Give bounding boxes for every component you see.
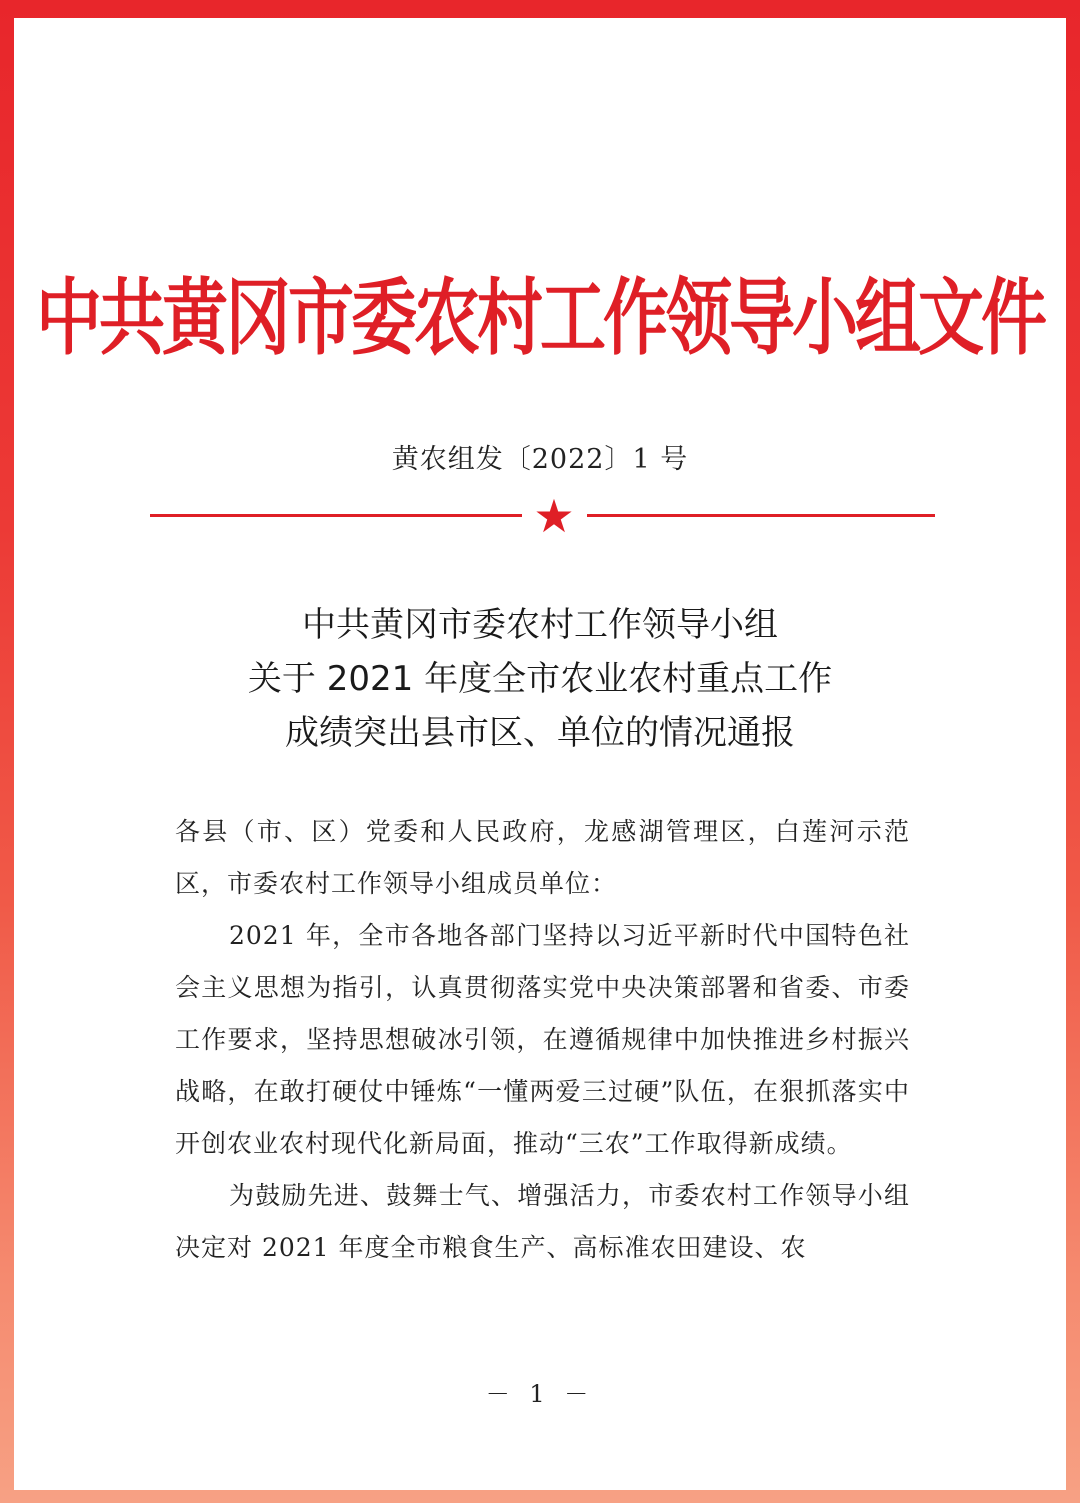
notice-title-line-1: 中共黄冈市委农村工作领导小组 bbox=[302, 605, 778, 645]
document-header-title: 中共黄冈市委农村工作领导小组文件 bbox=[36, 269, 1044, 367]
document-body bbox=[175, 806, 910, 1274]
notice-title-line-3: 成绩突出县市区、单位的情况通报 bbox=[285, 713, 795, 753]
notice-title-line-2: 关于 2021 年度全市农业农村重点工作 bbox=[247, 659, 833, 699]
star-icon: ★ bbox=[533, 489, 575, 543]
body-paragraph-1: 2021 年，全市各地各部门坚持以习近平新时代中国特色社会主义思想为指引，认真贯彻落实党中央决策部署和省委、市委工作要求，坚持思想破冰引领，在遵循规律中加快推进乡村振兴战略，在敢打硬仗中锤炼“一懂两爱三过硬”队伍，在狠抓落实中开创农业农村现代化新局面，推动“三农”工作取得新成绩。 bbox=[175, 921, 910, 1158]
page-number: － 1 － bbox=[485, 1380, 595, 1408]
document-number: 黄农组发〔2022〕1 号 bbox=[391, 444, 689, 475]
body-paragraph-2: 为鼓励先进、鼓舞士气、增强活力，市委农村工作领导小组决定对 2021 年度全市粮食生产、高标准农田建设、农 bbox=[175, 1181, 910, 1262]
header-rule-right bbox=[587, 514, 935, 517]
header-rule-left bbox=[150, 514, 522, 517]
salutation: 各县（市、区）党委和人民政府，龙感湖管理区，白莲河示范区，市委农村工作领导小组成员单位： bbox=[175, 817, 910, 898]
notice-title bbox=[0, 598, 1080, 760]
